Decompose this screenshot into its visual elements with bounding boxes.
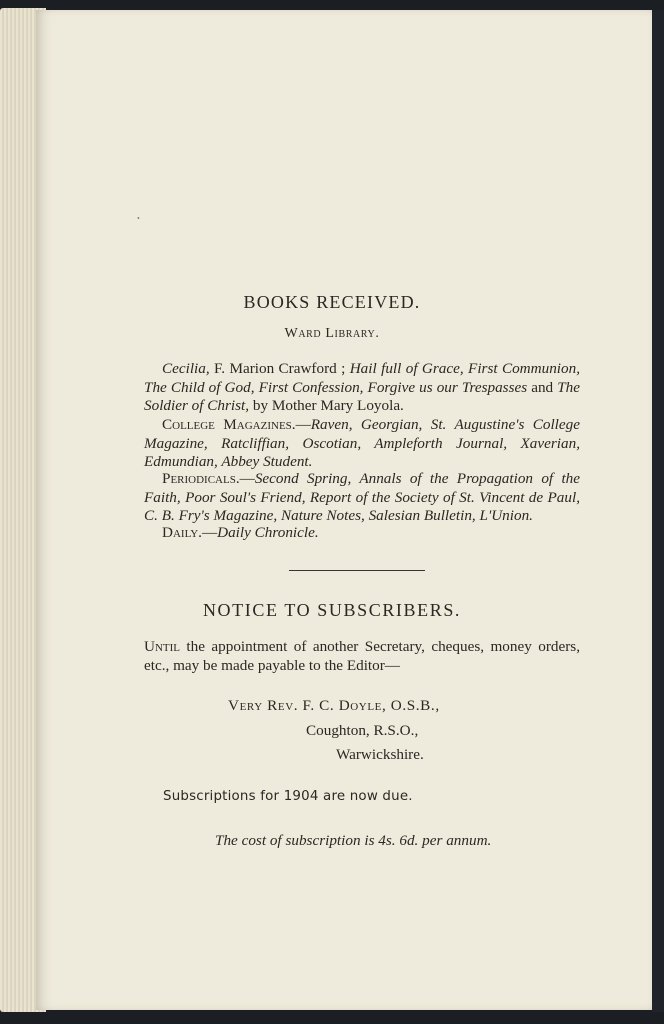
entry-italic-text: Daily Chronicle.: [217, 524, 319, 541]
entry-italic-text: Cecilia,: [162, 360, 210, 377]
address-line-2: Coughton, R.S.O.,: [306, 722, 419, 739]
entry-text: and: [527, 378, 558, 396]
subscriptions-due: Subscriptions for 1904 are now due.: [163, 789, 413, 804]
notice-body-text: the appointment of another Secretary, cheques, money orders, etc., may be made payable to the Editor—: [144, 638, 580, 674]
spine-edge: [652, 10, 664, 1012]
entry-college-magazines: [144, 416, 580, 472]
entry-lead: College Magazines.: [162, 416, 296, 433]
notice-body: [144, 638, 580, 675]
section-divider: [289, 570, 425, 571]
entry-ward-library: [144, 360, 580, 416]
address-line-1: Very Rev. F. C. Doyle, O.S.B.,: [228, 697, 440, 714]
entry-daily: [144, 524, 580, 543]
entry-periodicals: [144, 470, 580, 526]
stray-mark: •: [137, 214, 140, 223]
entry-italic-text: Raven, Georgian, St. Augustine's College Magazine, Ratcliffian, Oscotian, Ampleforth Journal, Xaverian, Edmundian, Abbey Student.: [144, 416, 580, 471]
notice-body-lead: Until: [144, 638, 181, 655]
ward-library-subheading: Ward Library.: [284, 326, 380, 341]
entry-text: —: [201, 524, 218, 541]
entry-italic-text: Second Spring, Annals of the Propagation of the Faith, Poor Soul's Friend, Report of the Society of St. Vincent de Paul, C. B. Fry's Magazine, Nature Notes, Salesian Bulletin, L'Union.: [144, 470, 580, 525]
entry-italic-text: Hail full of Grace, First Communion, The Child of God, First Confession, Forgive us our Trespasses: [144, 360, 581, 396]
entry-lead: Daily.: [162, 524, 202, 541]
notice-heading: NOTICE TO SUBSCRIBERS.: [202, 600, 462, 620]
entry-text: F. Marion Crawford ;: [209, 360, 350, 377]
entry-lead: Periodicals.: [162, 470, 240, 487]
address-line-3: Warwickshire.: [336, 746, 424, 763]
entry-italic-text: The Soldier of Christ,: [144, 378, 580, 415]
entry-text: —: [239, 470, 255, 487]
subscription-cost: The cost of subscription is 4s. 6d. per annum.: [215, 832, 492, 849]
books-received-heading: BOOKS RECEIVED.: [243, 292, 421, 312]
entry-text: by Mother Mary Loyola.: [249, 397, 404, 415]
entry-text: —: [295, 416, 311, 433]
